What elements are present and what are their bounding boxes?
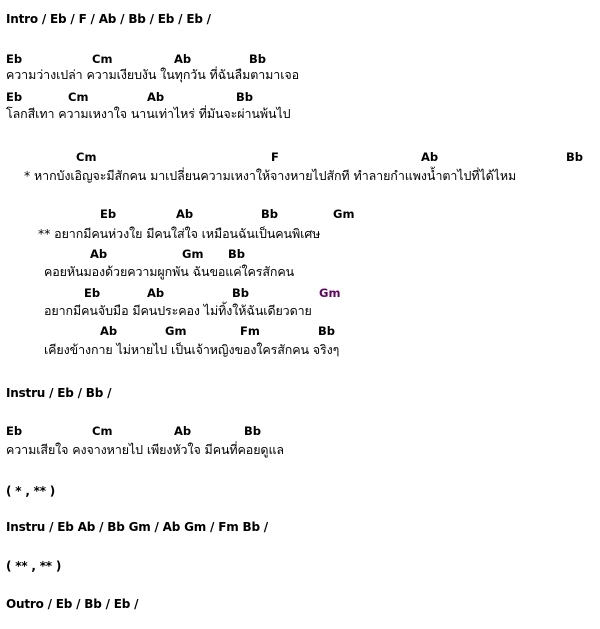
lyric-line: โลกสีเทา ความเหงาใจ นานเท่าไหร่ ที่มันจะผ่านพ้นไป xyxy=(6,106,291,121)
chord: F xyxy=(271,150,279,164)
lyric-line: ความว่างเปล่า ความเงียบงัน ในทุกวัน ที่ฉันลืมตามาเจอ xyxy=(6,67,300,82)
lyric-line: ความเสียใจ คงจางหายไป เพียงหัวใจ มีคนที่คอยดูแล xyxy=(6,442,284,457)
chord: Bb xyxy=(261,207,278,221)
chord: Bb xyxy=(566,150,583,164)
lyric-line: เคียงข้างกาย ไม่หายไป เป็นเจ้าหญิงของใครสักคน จริงๆ xyxy=(44,342,340,357)
chord: Bb xyxy=(244,424,261,438)
chord: Eb xyxy=(6,90,23,104)
chord: Ab xyxy=(90,247,108,261)
chord: Eb xyxy=(100,207,117,221)
repeat-line: ( * , ** ) xyxy=(6,484,56,498)
chord: Bb xyxy=(228,247,245,261)
chord: Ab xyxy=(176,207,194,221)
chord: Eb xyxy=(6,52,23,66)
chord: Ab xyxy=(421,150,439,164)
chord: Ab xyxy=(100,324,118,338)
lyric-line: ** อยากมีคนห่วงใย มีคนใส่ใจ เหมือนฉันเป็นคนพิเศษ xyxy=(38,226,321,241)
chord: Bb xyxy=(232,286,249,300)
repeat-line: ( ** , ** ) xyxy=(6,559,62,573)
chord: Ab xyxy=(147,286,165,300)
chord: Gm xyxy=(319,286,341,300)
chord: Gm xyxy=(165,324,187,338)
chord: Eb xyxy=(84,286,101,300)
chord: Gm xyxy=(333,207,355,221)
chord: Cm xyxy=(68,90,89,104)
outro-line: Outro / Eb / Bb / Eb / xyxy=(6,597,139,611)
chord: Eb xyxy=(6,424,23,438)
instru-line: Instru / Eb Ab / Bb Gm / Ab Gm / Fm Bb / xyxy=(6,520,268,534)
lyric-line: คอยหันมองด้วยความผูกพัน ฉันขอแค่ใครสักคน xyxy=(44,264,295,279)
chord: Cm xyxy=(76,150,97,164)
intro-line: Intro / Eb / F / Ab / Bb / Eb / Eb / xyxy=(6,12,211,26)
chord: Bb xyxy=(236,90,253,104)
chord: Fm xyxy=(240,324,260,338)
chord: Cm xyxy=(92,52,113,66)
chord: Bb xyxy=(249,52,266,66)
chord: Ab xyxy=(174,52,192,66)
chord: Bb xyxy=(318,324,335,338)
chord: Cm xyxy=(92,424,113,438)
lyric-line: * หากบังเอิญจะมีสักคน มาเปลี่ยนความเหงาให้จางหายไปสักที ทำลายกำแพงน้ำตาไปที่ได้ไหม xyxy=(24,168,517,183)
lyric-line: อยากมีคนจับมือ มีคนประคอง ไม่ทิ้งให้ฉันเดียวดาย xyxy=(44,303,312,318)
chord: Gm xyxy=(182,247,204,261)
instru-line: Instru / Eb / Bb / xyxy=(6,386,112,400)
chord: Ab xyxy=(174,424,192,438)
chord: Ab xyxy=(147,90,165,104)
